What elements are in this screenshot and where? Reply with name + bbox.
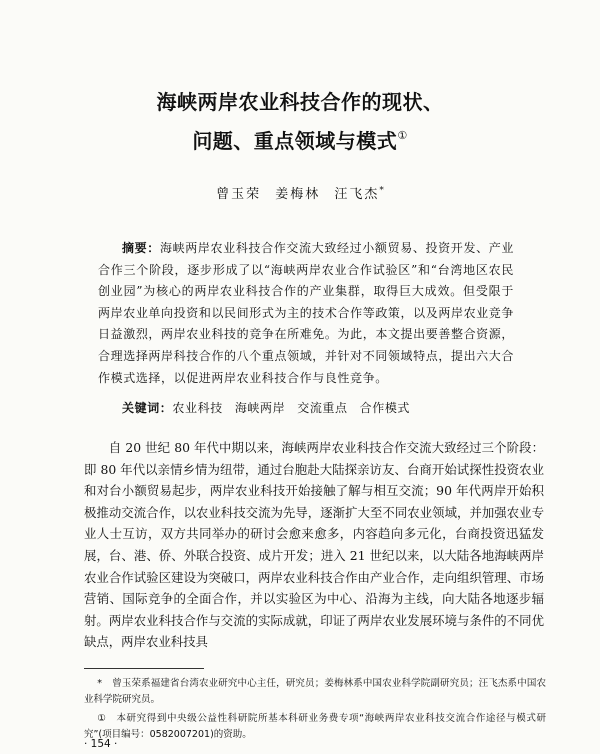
author-name: 姜梅林 xyxy=(275,187,321,202)
footnote-divider xyxy=(84,668,204,669)
footnote-text: 曾玉荣系福建省台湾农业研究中心主任，研究员；姜梅林系中国农业科学院副研究员；汪飞杰系中国农业科学院研究员。 xyxy=(84,678,546,705)
title-text-2: 问题、重点领域与模式 xyxy=(192,129,398,153)
author-list xyxy=(0,183,600,202)
keywords-label: 关键词： xyxy=(122,401,173,415)
keyword: 农业科技 xyxy=(172,401,223,415)
author-footnote-mark: * xyxy=(379,185,384,196)
title-text-1: 海峡两岸农业科技合作的现状、 xyxy=(156,90,444,114)
author-name: 汪飞杰 xyxy=(334,187,380,202)
keywords xyxy=(98,399,514,416)
keyword: 交流重点 xyxy=(297,401,348,415)
footnote-mark: * xyxy=(97,678,103,689)
footnote-funding xyxy=(84,711,546,743)
title-footnote-mark: ① xyxy=(397,129,408,142)
footnote-mark: ① xyxy=(97,713,107,724)
abstract-text: 海峡两岸农业科技合作交流大致经过小额贸易、投资开发、产业合作三个阶段，逐步形成了以“海峡两岸农业合作试验区”和“台湾地区农民创业园”为核心的两岸农业科技合作的产业集群，取得巨大成效。但受限于两岸农业单向投资和以民间形式为主的技术合作等政策，以及两岸农业竞争日益激烈，两岸农业科技的竞争在所难免。为此，本文提出要善整合资源，合理选择两岸科技合作的八个重点领域，并针对不同领域特点，提出六大合作模式选择，以促进两岸农业科技合作与良性竞争。 xyxy=(98,241,514,385)
abstract-label: 摘要： xyxy=(122,241,160,255)
keyword: 合作模式 xyxy=(359,401,411,415)
footnote-text: 本研究得到中央级公益性科研院所基本科研业务费专项“海峡两岸农业科技交流合作途径与模式研究”(项目编号：0582007201)的资助。 xyxy=(84,713,546,740)
keyword: 海峡两岸 xyxy=(234,401,286,415)
paper-title-line-1 xyxy=(0,90,600,114)
body-paragraph: 自 20 世纪 80 年代中期以来，海峡两岸农业科技合作交流大致经过三个阶段：即 80 年代以亲情乡情为纽带，通过台胞赴大陆探亲访友、台商开始试探性投资农业和对台小额贸易起步，两岸农业科技开始接触了解与相互交流；90 年代两岸开始积极推动交流合作，以农业科技交流为先导，逐渐扩大至不同农业领域，并加强农业专业人士互访，双方共同举办的研讨会愈来愈多，内容趋向多元化，台商投资迅猛发展，台、港、侨、外联合投资、成片开发；进入 21 世纪以来，以大陆各地海峡两岸农业合作试验区建设为突破口，两岸农业科技合作由产业合作，走向组织管理、市场营销、国际竞争的全面合作，并以实验区为中心、沿海为主线，向大陆各地逐步辐射。两岸农业科技合作与交流的实际成就，印证了两岸农业发展环境与条件的不同优缺点，两岸农业科技具 xyxy=(84,440,544,650)
page-number: · 154 · xyxy=(84,738,118,750)
author-name: 曾玉荣 xyxy=(216,187,262,202)
abstract xyxy=(98,238,514,389)
paper-title-line-2 xyxy=(0,124,600,153)
footnote-author xyxy=(84,676,546,708)
